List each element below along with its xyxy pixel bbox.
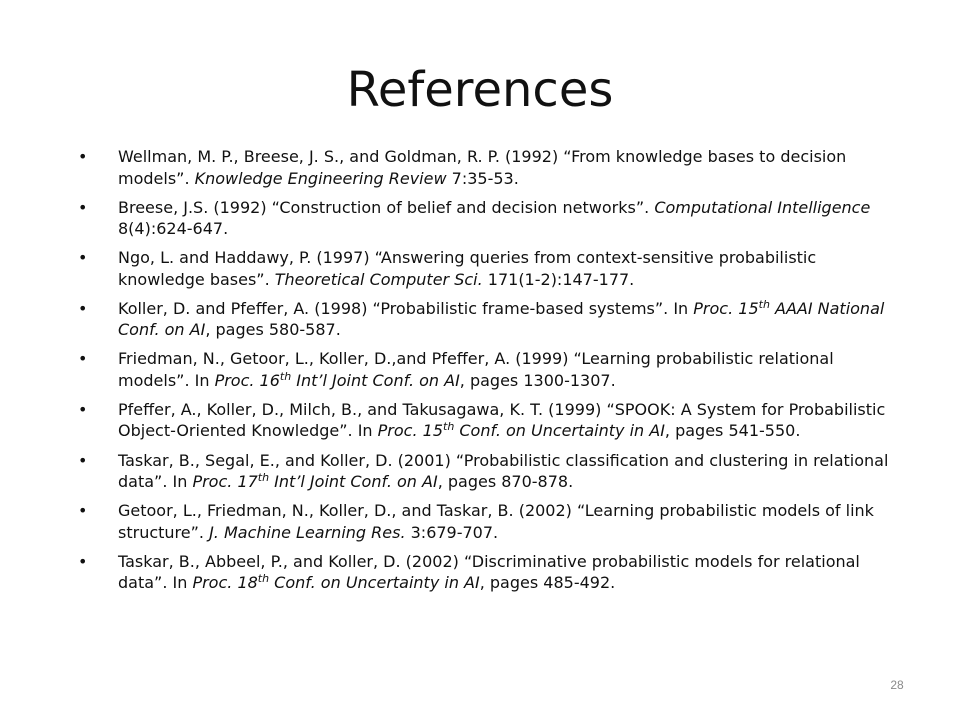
reference-item xyxy=(78,146,898,189)
reference-item xyxy=(78,298,898,341)
reference-superscript: th xyxy=(257,572,270,586)
slide-title: References xyxy=(346,62,614,118)
reference-text: Wellman, M. P., Breese, J. S., and Goldman, R. P. (1992) “From knowledge bases to decision models”. xyxy=(118,147,847,188)
reference-tail: , pages 541-550. xyxy=(664,421,801,441)
reference-venue: Proc. 17 xyxy=(192,472,258,492)
reference-tail: 3:679-707. xyxy=(405,522,499,542)
reference-item xyxy=(78,399,898,442)
bullet-icon: • xyxy=(78,551,88,571)
reference-item xyxy=(78,247,898,290)
reference-venue: Proc. 15 xyxy=(693,298,759,318)
reference-venue-rest: Int’l Joint Conf. on AI xyxy=(291,370,460,390)
references-list xyxy=(78,146,898,601)
reference-superscript: th xyxy=(279,369,292,383)
bullet-icon: • xyxy=(78,248,88,268)
reference-venue: Proc. 15 xyxy=(377,421,443,441)
reference-item xyxy=(78,500,898,543)
reference-text: Pfeffer, A., Koller, D., Milch, B., and Takusagawa, K. T. (1999) “SPOOK: A System for Probabilistic Object-Oriented Knowledge”. In xyxy=(118,399,886,441)
reference-text: Taskar, B., Abbeel, P., and Koller, D. (2002) “Discriminative probabilistic models for relational data”. In xyxy=(118,551,860,593)
page-number: 28 xyxy=(890,678,904,692)
reference-tail: , pages 1300-1307. xyxy=(459,370,616,390)
reference-tail: , pages 485-492. xyxy=(479,573,616,593)
reference-text: Friedman, N., Getoor, L., Koller, D.,and Pfeffer, A. (1999) “Learning probabilistic relational models”. In xyxy=(118,349,834,390)
bullet-icon: • xyxy=(78,501,88,521)
reference-venue: Proc. 16 xyxy=(214,370,280,390)
bullet-icon: • xyxy=(78,399,88,419)
reference-tail: 171(1-2):147-177. xyxy=(482,269,635,289)
reference-item xyxy=(78,450,898,493)
reference-venue: Computational Intelligence xyxy=(654,197,871,217)
reference-venue: Proc. 18 xyxy=(192,573,258,593)
reference-tail: 8(4):624-647. xyxy=(118,219,229,239)
reference-text: Taskar, B., Segal, E., and Koller, D. (2001) “Probabilistic classification and clustering in relational data”. In xyxy=(118,450,889,492)
reference-text: Ngo, L. and Haddawy, P. (1997) “Answering queries from context-sensitive probabilistic knowledge bases”. xyxy=(118,248,817,289)
reference-tail: , pages 870-878. xyxy=(437,472,574,492)
reference-venue: Knowledge Engineering Review xyxy=(194,168,447,188)
reference-superscript: th xyxy=(443,420,455,434)
reference-tail: , pages 580-587. xyxy=(205,320,341,340)
reference-item xyxy=(78,551,898,594)
reference-superscript: th xyxy=(257,471,270,485)
bullet-icon: • xyxy=(78,298,88,318)
reference-tail: 7:35-53. xyxy=(446,168,519,188)
bullet-icon: • xyxy=(78,349,88,369)
reference-text: Koller, D. and Pfeffer, A. (1998) “Probabilistic frame-based systems”. In xyxy=(118,298,694,318)
reference-item xyxy=(78,197,898,240)
bullet-icon: • xyxy=(78,450,88,470)
reference-venue: Theoretical Computer Sci. xyxy=(274,269,483,289)
reference-venue-rest: Conf. on Uncertainty in AI xyxy=(269,573,480,593)
reference-venue-rest: Conf. on Uncertainty in AI xyxy=(454,421,665,441)
reference-venue-rest: Int’l Joint Conf. on AI xyxy=(269,472,438,492)
reference-venue: J. Machine Learning Res. xyxy=(209,522,406,542)
reference-superscript: th xyxy=(758,297,770,311)
reference-text: Breese, J.S. (1992) “Construction of belief and decision networks”. xyxy=(118,197,655,217)
reference-item xyxy=(78,348,898,391)
bullet-icon: • xyxy=(78,197,88,217)
reference-text: Getoor, L., Friedman, N., Koller, D., and Taskar, B. (2002) “Learning probabilistic models of link structure”. xyxy=(118,501,874,542)
bullet-icon: • xyxy=(78,147,88,166)
reference-venue-rest: AAAI National Conf. on AI xyxy=(118,298,885,340)
